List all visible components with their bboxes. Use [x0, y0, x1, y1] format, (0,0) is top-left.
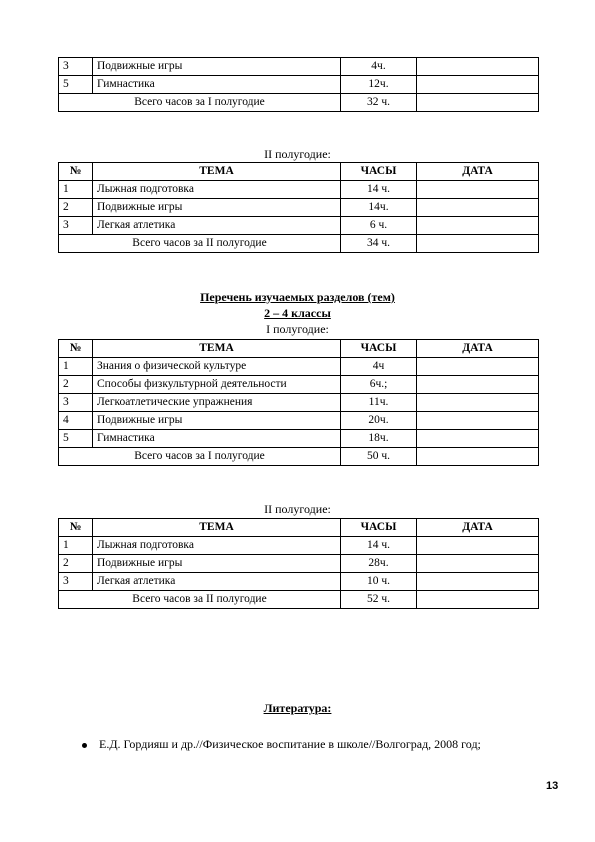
total-hours: 32 ч.: [341, 94, 417, 112]
header-topic: ТЕМА: [93, 163, 341, 181]
literature-item: [82, 737, 481, 751]
table-row: [59, 217, 539, 235]
table-header: [59, 340, 539, 358]
table-row: [59, 412, 539, 430]
literature-title: Литература:: [263, 701, 332, 715]
row-number: 2: [59, 199, 93, 217]
row-topic: Легкоатлетические упражнения: [93, 394, 341, 412]
table-row: [59, 376, 539, 394]
row-date: [417, 591, 539, 609]
row-date: [417, 430, 539, 448]
total-row: [59, 591, 539, 609]
page-number: 13: [546, 780, 559, 792]
total-label: Всего часов за I полугодие: [59, 94, 341, 112]
row-number: 2: [59, 376, 93, 394]
row-number: 3: [59, 394, 93, 412]
table-row: [59, 537, 539, 555]
row-number: 1: [59, 537, 93, 555]
literature-item-text: Е.Д. Гордияш и др.//Физическое воспитание в школе//Волгоград, 2008 год;: [99, 737, 481, 751]
row-topic: Способы физкультурной деятельности: [93, 376, 341, 394]
table-row: [59, 430, 539, 448]
table-row: [59, 181, 539, 199]
table-row: [59, 555, 539, 573]
row-number: 5: [59, 76, 93, 94]
row-hours: 14 ч.: [341, 181, 417, 199]
row-date: [417, 358, 539, 376]
total-hours: 52 ч.: [341, 591, 417, 609]
row-hours: 10 ч.: [341, 573, 417, 591]
table-row: [59, 358, 539, 376]
row-date: [417, 555, 539, 573]
table-caption: I полугодие:: [266, 322, 329, 336]
row-topic: Гимнастика: [93, 76, 341, 94]
row-date: [417, 181, 539, 199]
section-grades: 2 – 4 классы: [264, 306, 331, 320]
table-second-half-grade1: [58, 162, 539, 253]
table-caption: II полугодие:: [264, 147, 331, 161]
row-number: 3: [59, 217, 93, 235]
header-number: №: [59, 519, 93, 537]
row-hours: 28ч.: [341, 555, 417, 573]
row-date: [417, 94, 539, 112]
row-number: 1: [59, 358, 93, 376]
header-number: №: [59, 163, 93, 181]
row-hours: 12ч.: [341, 76, 417, 94]
row-hours: 4ч: [341, 358, 417, 376]
row-topic: Знания о физической культуре: [93, 358, 341, 376]
table-header: [59, 163, 539, 181]
table-row: [59, 394, 539, 412]
table-first-half-grade1-continued: [58, 57, 539, 112]
row-hours: 11ч.: [341, 394, 417, 412]
row-topic: Лыжная подготовка: [93, 181, 341, 199]
row-date: [417, 448, 539, 466]
row-hours: 18ч.: [341, 430, 417, 448]
header-hours: ЧАСЫ: [341, 519, 417, 537]
total-row: [59, 448, 539, 466]
row-topic: Лыжная подготовка: [93, 537, 341, 555]
row-date: [417, 235, 539, 253]
row-number: 3: [59, 573, 93, 591]
table-row: [59, 76, 539, 94]
row-number: 4: [59, 412, 93, 430]
section-title: Перечень изучаемых разделов (тем): [200, 290, 395, 304]
row-hours: 14ч.: [341, 199, 417, 217]
row-date: [417, 76, 539, 94]
header-date: ДАТА: [417, 163, 539, 181]
row-hours: 20ч.: [341, 412, 417, 430]
table-row: [59, 573, 539, 591]
row-topic: Легкая атлетика: [93, 573, 341, 591]
header-number: №: [59, 340, 93, 358]
header-hours: ЧАСЫ: [341, 340, 417, 358]
table-row: [59, 199, 539, 217]
row-hours: 14 ч.: [341, 537, 417, 555]
row-hours: 6 ч.: [341, 217, 417, 235]
table-row: [59, 58, 539, 76]
row-number: 5: [59, 430, 93, 448]
row-hours: 6ч.;: [341, 376, 417, 394]
total-label: Всего часов за II полугодие: [59, 591, 341, 609]
row-topic: Подвижные игры: [93, 412, 341, 430]
row-topic: Легкая атлетика: [93, 217, 341, 235]
total-label: Всего часов за II полугодие: [59, 235, 341, 253]
row-date: [417, 412, 539, 430]
table-caption: II полугодие:: [264, 502, 331, 516]
table-first-half-grades-2-4: [58, 339, 539, 466]
total-label: Всего часов за I полугодие: [59, 448, 341, 466]
total-hours: 50 ч.: [341, 448, 417, 466]
table-header: [59, 519, 539, 537]
row-topic: Подвижные игры: [93, 199, 341, 217]
row-date: [417, 573, 539, 591]
row-date: [417, 537, 539, 555]
row-date: [417, 199, 539, 217]
total-hours: 34 ч.: [341, 235, 417, 253]
total-row: [59, 94, 539, 112]
header-topic: ТЕМА: [93, 340, 341, 358]
row-number: 2: [59, 555, 93, 573]
row-date: [417, 217, 539, 235]
row-topic: Подвижные игры: [93, 58, 341, 76]
row-date: [417, 394, 539, 412]
row-topic: Подвижные игры: [93, 555, 341, 573]
row-date: [417, 58, 539, 76]
table-second-half-grades-2-4: [58, 518, 539, 609]
total-row: [59, 235, 539, 253]
row-date: [417, 376, 539, 394]
row-topic: Гимнастика: [93, 430, 341, 448]
row-number: 1: [59, 181, 93, 199]
header-topic: ТЕМА: [93, 519, 341, 537]
header-date: ДАТА: [417, 340, 539, 358]
header-hours: ЧАСЫ: [341, 163, 417, 181]
header-date: ДАТА: [417, 519, 539, 537]
row-hours: 4ч.: [341, 58, 417, 76]
row-number: 3: [59, 58, 93, 76]
bullet-icon: [82, 743, 87, 748]
